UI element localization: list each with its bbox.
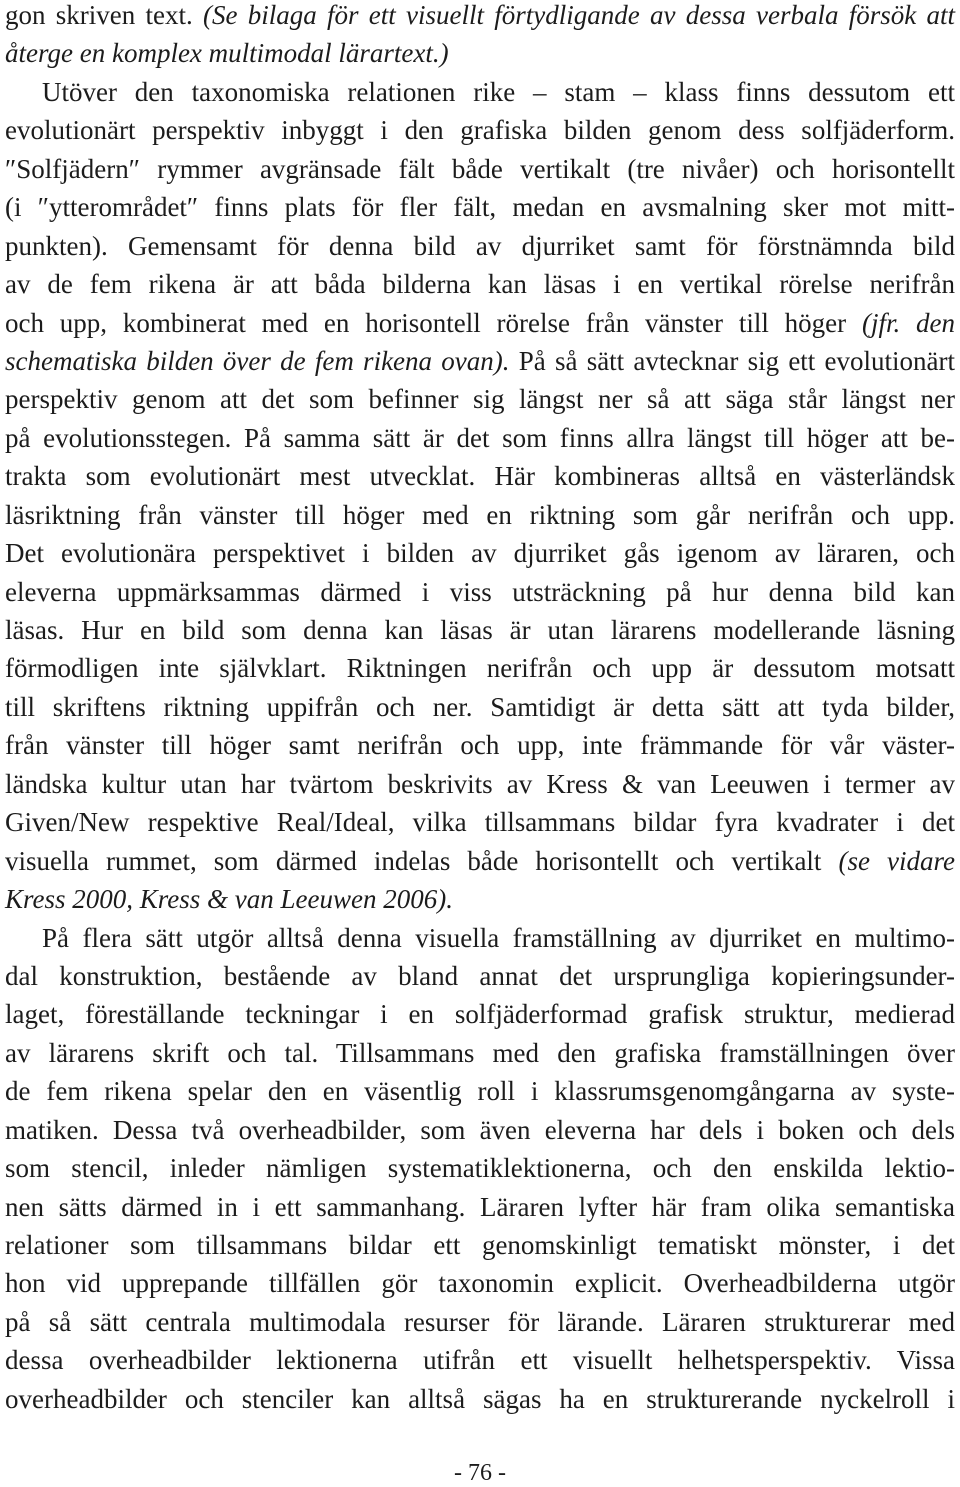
text-line: av de fem rikena är att båda bilderna kan läsas i en vertikal rörelse nerifrån (5, 269, 955, 300)
text-segment: På så sätt avtecknar sig ett evolutionärt (518, 345, 956, 376)
italic-text: (se vidare (838, 845, 955, 876)
text-line (5, 842, 955, 880)
text-line: återge en komplex multimodal lärartext.) (5, 38, 449, 69)
text-line: dal konstruktion, bestående av bland annat det ursprungliga kopieringsunder- (5, 960, 955, 991)
text-line: av lärarens skrift och tal. Tillsammans med den grafiska framställningen över (5, 1037, 955, 1068)
text-line: relationer som tillsammans bildar ett genomskinligt tematiskt mönster, i det (5, 1230, 955, 1260)
italic-text: (jfr. den (861, 307, 956, 338)
paragraph (5, 0, 955, 73)
text-line: overheadbilder och stenciler kan alltså sägas ha en strukturerande nyckelroll i (5, 1383, 955, 1414)
body-text (5, 0, 955, 1418)
text-line: dessa overheadbilder lektionerna utifrån ett visuellt helhetsperspektiv. Vissa (5, 1345, 955, 1376)
paragraph (5, 73, 955, 919)
text-line: punkten). Gemensamt för denna bild av djurriket samt för förstnämnda bild (5, 230, 955, 261)
text-line: läsas. Hur en bild som denna kan läsas är utan lärarens modellerande läsning (5, 615, 955, 645)
text-line: laget, föreställande teckningar i en solfjäderformad grafisk struktur, medierad (5, 999, 955, 1030)
text-segment: gon skriven text. (5, 0, 193, 30)
text-line: de fem rikena spelar den en väsentlig roll i klassrumsgenomgångarna av syste- (5, 1076, 955, 1107)
text-line: matiken. Dessa två overheadbilder, som även eleverna har dels i boken och dels (5, 1114, 955, 1145)
text-line (5, 0, 955, 34)
text-line: trakta som evolutionärt mest utvecklat. Här kombineras alltså en västerländsk (5, 461, 955, 492)
text-line: läsriktning från vänster till höger med en riktning som går nerifrån och upp. (5, 499, 955, 530)
text-line: som stencil, inleder nämligen systematiklektionerna, och den enskilda lektio- (5, 1153, 955, 1184)
text-line: På flera sätt utgör alltså denna visuella framställning av djurriket en multimo- (42, 922, 955, 953)
text-line: nen sätts därmed in i ett sammanhang. Läraren lyfter här fram olika semantiska (5, 1191, 955, 1222)
text-line: Kress 2000, Kress & van Leeuwen 2006). (5, 884, 453, 915)
text-line: eleverna uppmärksammas därmed i viss utsträckning på hur denna bild kan (5, 576, 955, 607)
text-line: (i ″ytterområdet″ finns plats för fler fält, medan en avsmalning sker mot mitt- (5, 192, 955, 223)
text-line: från vänster till höger samt nerifrån och upp, inte främmande för vår väster- (5, 730, 955, 761)
text-line (5, 342, 955, 380)
text-line: Det evolutionära perspektivet i bilden av djurriket gås igenom av läraren, och (5, 538, 955, 569)
text-line: ländska kultur utan har tvärtom beskrivits av Kress & van Leeuwen i termer av (5, 768, 955, 799)
text-line: på evolutionsstegen. På samma sätt är det som finns allra längst till höger att be- (5, 422, 955, 453)
text-line: till skriftens riktning uppifrån och ner. Samtidigt är detta sätt att tyda bilder, (5, 691, 955, 722)
text-line: perspektiv genom att det som befinner sig längst ner så att säga står längst ner (5, 384, 955, 415)
paragraph (5, 919, 955, 1419)
italic-text: (Se bilaga för ett visuellt förtydligande av dessa verbala försök att (203, 0, 955, 30)
text-line (5, 304, 955, 342)
text-line: hon vid upprepande tillfällen gör taxonomin explicit. Overheadbilderna utgör (5, 1268, 955, 1299)
text-line: ″Solfjädern″ rymmer avgränsade fält både vertikalt (tre nivåer) och horisontellt (5, 153, 955, 184)
text-line: på så sätt centrala multimodala resurser för lärande. Läraren strukturerar med (5, 1306, 955, 1337)
text-segment: och upp, kombinerat med en horisontell rörelse från vänster till höger (5, 307, 847, 338)
text-line: Given/New respektive Real/Ideal, vilka tillsammans bildar fyra kvadrater i det (5, 807, 955, 838)
italic-text: schematiska bilden över de fem rikena ovan). (5, 345, 510, 376)
text-line: förmodligen inte självklart. Riktningen nerifrån och upp är dessutom motsatt (5, 653, 955, 684)
page-number: - 76 - (454, 1460, 506, 1486)
text-line: Utöver den taxonomiska relationen rike – stam – klass finns dessutom ett (42, 76, 955, 107)
text-segment: visuella rummet, som därmed indelas både horisontellt och vertikalt (5, 845, 822, 876)
text-line: evolutionärt perspektiv inbyggt i den grafiska bilden genom dess solfjäderform. (5, 115, 955, 146)
